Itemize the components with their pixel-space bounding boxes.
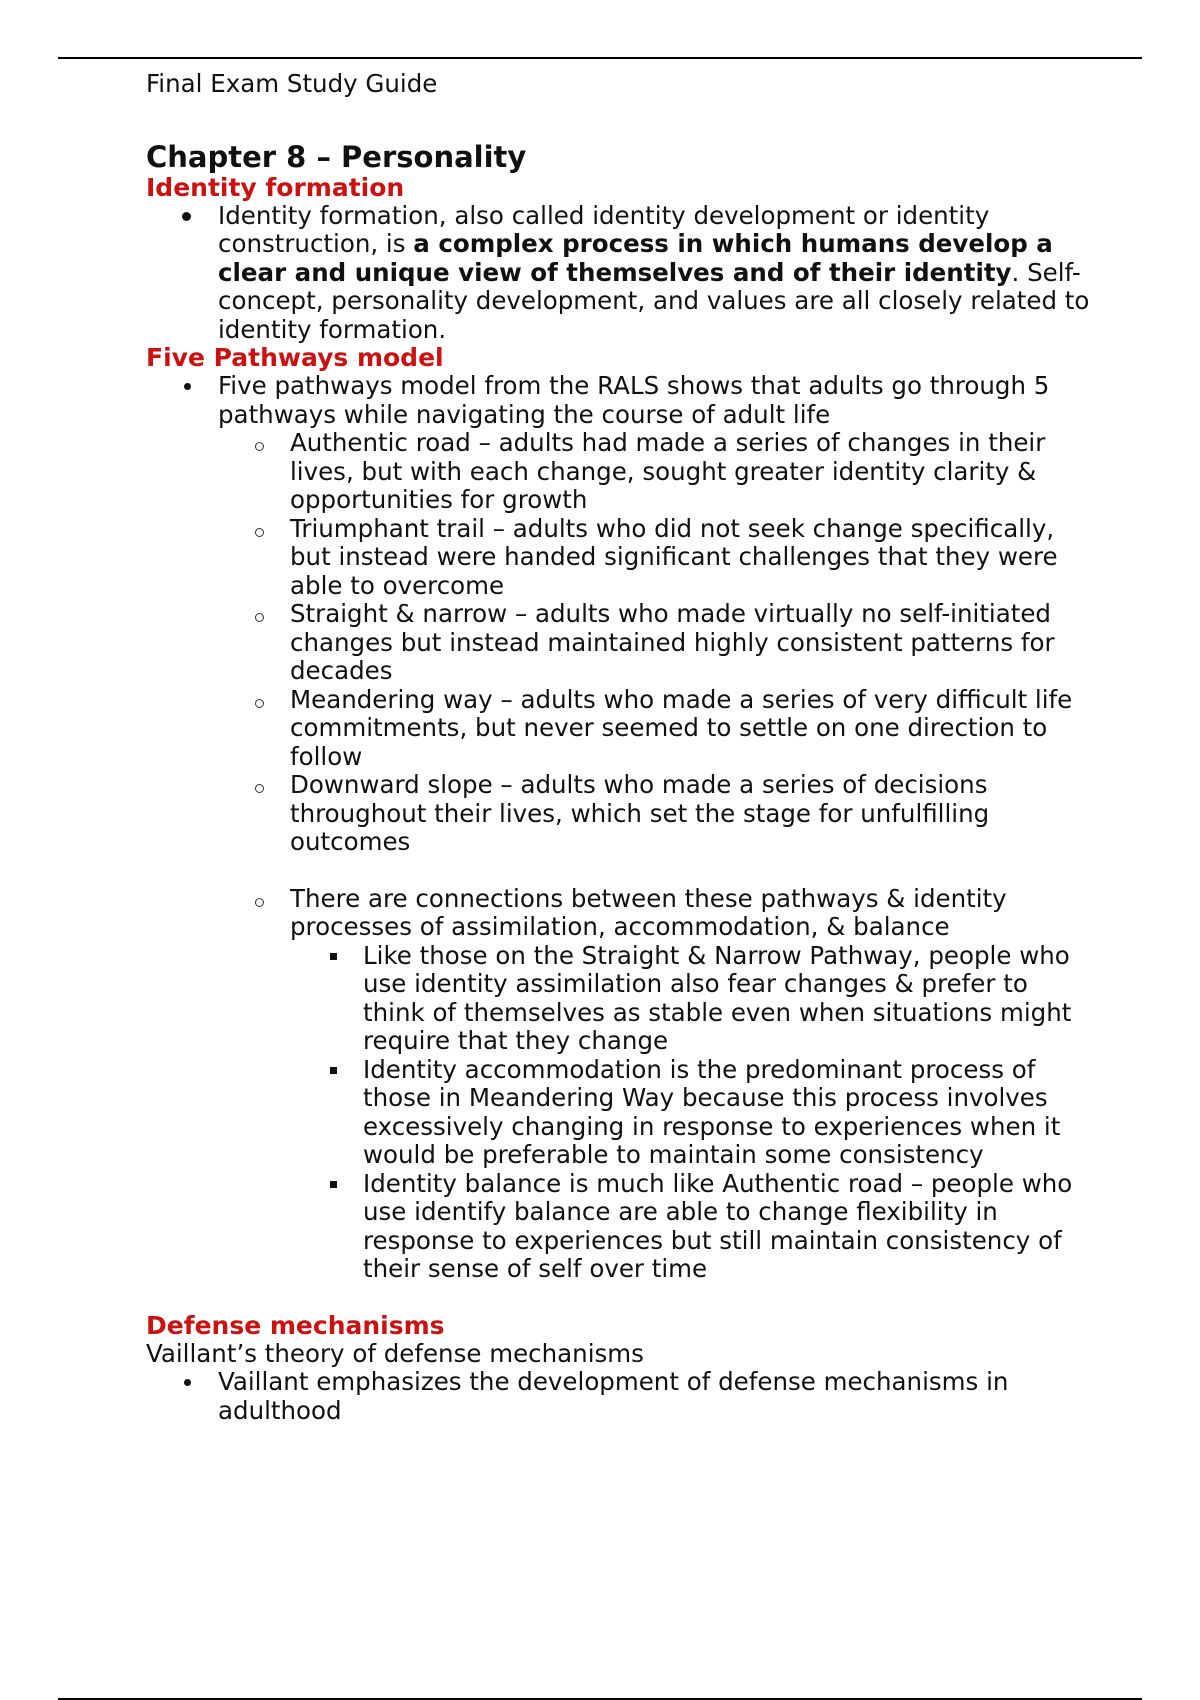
chapter-title: Chapter 8 – Personality (146, 139, 527, 174)
defense-text: Vaillant emphasizes the development of defense mechanisms in adulthood (218, 1367, 1009, 1425)
section-heading-five-pathways: Five Pathways model (146, 343, 444, 372)
circle-bullet-icon (255, 528, 264, 537)
pathway-text: Meandering way – adults who made a series of very difficult life commitments, but never seemed to settle on one direction to follow (290, 684, 1073, 771)
section-heading-defense-mechanisms: Defense mechanisms (146, 1310, 445, 1340)
bullet-icon (182, 212, 191, 221)
process-text: Identity balance is much like Authentic road – people who use identify balance are able to change flexibility in response to experiences but still maintain consistency of their sense of self over time (363, 1168, 1073, 1283)
pathway-item (146, 429, 1096, 515)
pathway-text: Authentic road – adults had made a series of changes in their lives, but with each change, sought greater identity clarity & opportunities for growth (290, 428, 1046, 514)
circle-bullet-icon (255, 613, 264, 622)
list-item (146, 372, 1096, 429)
circle-bullet-icon (255, 699, 264, 708)
document-body (146, 70, 1096, 1425)
identity-text-bold: a complex process in which humans develop a clear and unique view of themselves and of their identity (218, 229, 1053, 287)
process-item (146, 1170, 1096, 1284)
connections-text: There are connections between these pathways & identity processes of assimilation, accommodation, & balance (290, 883, 1007, 941)
pathway-item (146, 686, 1096, 772)
pathway-item (146, 771, 1096, 857)
process-text: Identity accommodation is the predominant process of those in Meandering Way because this process involves excessively changing in response to experiences when it would be preferable to maintain some consistency (363, 1054, 1061, 1169)
pathway-text: Straight & narrow – adults who made virtually no self-initiated changes but instead maintained highly consistent patterns for decades (290, 599, 1055, 685)
bullet-icon (184, 383, 191, 390)
bullet-icon (184, 1379, 191, 1386)
pathways-intro: Five pathways model from the RALS shows that adults go through 5 pathways while navigating the course of adult life (218, 371, 1050, 429)
pathway-item (146, 515, 1096, 601)
process-text: Like those on the Straight & Narrow Pathway, people who use identity assimilation also fear changes & prefer to think of themselves as stable even when situations might require that they change (363, 940, 1072, 1055)
square-bullet-icon (330, 1067, 337, 1074)
process-item (146, 942, 1096, 1056)
identity-text-pre: Identity formation, also called identity development or identity construction, is (218, 200, 990, 258)
defense-subheading: Vaillant’s theory of defense mechanisms (146, 1338, 644, 1368)
spacer (146, 857, 1096, 885)
pathway-text: Triumphant trail – adults who did not seek change specifically, but instead were handed significant challenges that they were able to overcome (290, 513, 1058, 600)
process-item (146, 1056, 1096, 1170)
document-header: Final Exam Study Guide (146, 69, 438, 98)
pathway-item (146, 885, 1096, 942)
identity-text-post: . Self-concept, personality development, and values are all closely related to identity formation. (218, 257, 1090, 344)
pathway-item (146, 600, 1096, 686)
circle-bullet-icon (255, 898, 264, 907)
list-item (146, 202, 1096, 345)
pathway-text: Downward slope – adults who made a series of decisions throughout their lives, which set the stage for unfulfilling outcomes (290, 770, 990, 856)
top-rule (58, 57, 1142, 59)
section-heading-identity-formation: Identity formation (146, 172, 405, 202)
list-item (146, 1368, 1096, 1425)
circle-bullet-icon (255, 442, 264, 451)
circle-bullet-icon (255, 784, 264, 793)
spacer (146, 1284, 1096, 1312)
square-bullet-icon (330, 1181, 337, 1188)
square-bullet-icon (330, 953, 337, 960)
